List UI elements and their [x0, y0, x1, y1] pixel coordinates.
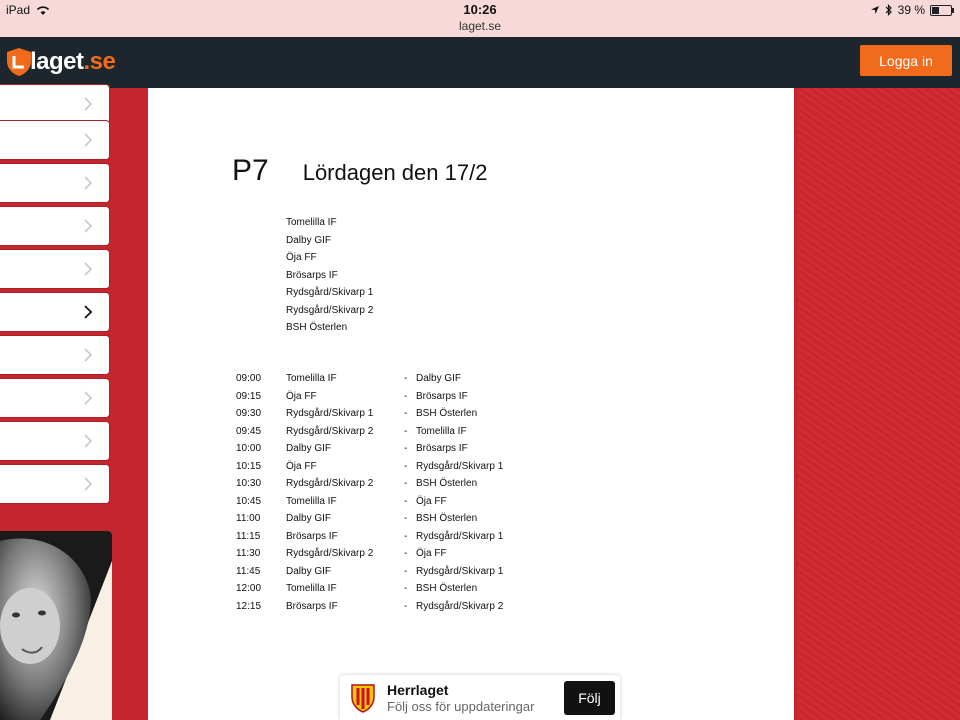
match-time: 12:15: [236, 600, 262, 612]
match-separator: -: [404, 548, 408, 559]
away-team: Brösarps IF: [416, 443, 468, 454]
team-list: [286, 214, 373, 337]
home-team: Öja FF: [286, 390, 317, 402]
match-separator: -: [404, 600, 408, 612]
logo-text: laget: [30, 48, 84, 75]
home-team: Öja FF: [286, 460, 317, 472]
home-team: Brösarps IF: [286, 530, 338, 542]
match-separator: -: [404, 390, 408, 402]
right-background: [798, 88, 960, 720]
team-entry: Brösarps IF: [286, 269, 338, 281]
home-team: Tomelilla IF: [286, 583, 337, 594]
match-row: [236, 493, 556, 511]
match-schedule: [236, 370, 556, 615]
battery-icon: [930, 5, 952, 16]
club-crest-icon: [350, 683, 376, 713]
away-team: BSH Österlen: [416, 408, 478, 419]
clock: 10:26: [463, 2, 497, 17]
home-team: Rydsgård/Skivarp 2: [286, 425, 374, 437]
match-time: 09:00: [236, 373, 262, 384]
match-row: [236, 580, 556, 598]
home-team: Tomelilla IF: [286, 495, 337, 507]
away-team: Rydsgård/Skivarp 1: [416, 565, 504, 577]
chevron-right-icon: [81, 132, 95, 148]
logo-tld: .se: [83, 48, 116, 75]
home-team: Rydsgård/Skivarp 2: [286, 478, 374, 489]
status-bar: [0, 0, 960, 37]
follow-banner: [340, 675, 620, 720]
home-team: Brösarps IF: [286, 600, 338, 612]
match-time: 09:30: [236, 408, 262, 419]
match-separator: -: [404, 495, 408, 507]
chevron-right-icon: [81, 347, 95, 363]
chevron-right-icon: [81, 476, 95, 492]
team-entry: Rydsgård/Skivarp 2: [286, 304, 374, 316]
match-row: [236, 528, 556, 546]
away-team: Öja FF: [416, 548, 447, 559]
away-team: Rydsgård/Skivarp 2: [416, 600, 504, 612]
match-separator: -: [404, 583, 408, 594]
away-team: Brösarps IF: [416, 390, 468, 402]
chevron-right-icon: [81, 218, 95, 234]
bluetooth-icon: [885, 4, 893, 16]
match-row: [236, 370, 556, 388]
logo-shield-icon: [6, 47, 32, 77]
chevron-right-icon: [81, 433, 95, 449]
match-separator: -: [404, 460, 408, 472]
match-time: 11:30: [236, 548, 261, 559]
location-arrow-icon: [870, 5, 880, 15]
sidebar-item-3[interactable]: [0, 163, 110, 203]
team-name: Herrlaget: [387, 682, 449, 698]
match-row: [236, 440, 556, 458]
home-team: Dalby GIF: [286, 565, 332, 577]
chevron-right-icon: [81, 304, 95, 320]
match-time: 09:15: [236, 390, 262, 402]
team-entry: Tomelilla IF: [286, 217, 337, 228]
sidebar-item-1[interactable]: [0, 84, 110, 124]
away-team: Dalby GIF: [416, 373, 462, 384]
match-row: [236, 510, 556, 528]
match-separator: -: [404, 565, 408, 577]
home-team: Rydsgård/Skivarp 2: [286, 548, 374, 559]
address-url[interactable]: laget.se: [458, 19, 502, 33]
away-team: BSH Österlen: [416, 478, 478, 489]
away-team: BSH Österlen: [416, 583, 478, 594]
match-time: 10:45: [236, 495, 262, 507]
match-separator: -: [404, 425, 408, 437]
match-separator: -: [404, 373, 408, 384]
sidebar-item-10[interactable]: [0, 464, 110, 504]
girl-portrait-photo: [0, 531, 112, 720]
login-button[interactable]: Logga in: [860, 45, 952, 76]
away-team: Öja FF: [416, 495, 447, 507]
sidebar-item-7[interactable]: [0, 335, 110, 375]
match-time: 11:00: [236, 513, 261, 524]
match-time: 11:15: [236, 530, 261, 542]
team-entry: Dalby GIF: [286, 234, 332, 246]
away-team: Rydsgård/Skivarp 1: [416, 530, 504, 542]
site-logo[interactable]: [6, 47, 115, 77]
team-entry: Rydsgård/Skivarp 1: [286, 287, 374, 298]
match-separator: -: [404, 443, 408, 454]
schedule-document: [148, 88, 794, 720]
group-code: P7: [232, 154, 269, 187]
team-entry: BSH Österlen: [286, 322, 348, 333]
sidebar-item-2[interactable]: [0, 120, 110, 160]
match-date: Lördagen den 17/2: [302, 160, 488, 185]
home-team: Tomelilla IF: [286, 373, 337, 384]
match-time: 11:45: [236, 565, 261, 577]
match-row: [236, 458, 556, 476]
match-time: 10:15: [236, 460, 262, 472]
sidebar-item-4[interactable]: [0, 206, 110, 246]
chevron-right-icon: [81, 390, 95, 406]
site-header: [0, 37, 960, 88]
sidebar-item-9[interactable]: [0, 421, 110, 461]
device-label: iPad: [6, 3, 31, 17]
profile-photo-card[interactable]: [0, 531, 112, 720]
match-time: 10:30: [236, 478, 262, 489]
match-row: [236, 598, 556, 616]
match-row: [236, 545, 556, 563]
follow-button[interactable]: Följ: [564, 681, 615, 715]
match-separator: -: [404, 530, 408, 542]
match-separator: -: [404, 408, 408, 419]
match-row: [236, 563, 556, 581]
away-team: Tomelilla IF: [416, 425, 467, 437]
home-team: Dalby GIF: [286, 513, 332, 524]
battery-percent: 39 %: [897, 3, 925, 17]
chevron-right-icon: [81, 175, 95, 191]
home-team: Rydsgård/Skivarp 1: [286, 408, 374, 419]
match-separator: -: [404, 513, 408, 524]
match-time: 09:45: [236, 425, 262, 437]
home-team: Dalby GIF: [286, 443, 332, 454]
sidebar-item-6-active[interactable]: [0, 292, 110, 332]
match-row: [236, 388, 556, 406]
match-row: [236, 475, 556, 493]
match-row: [236, 405, 556, 423]
match-time: 10:00: [236, 443, 262, 454]
chevron-right-icon: [81, 261, 95, 277]
away-team: Rydsgård/Skivarp 1: [416, 460, 504, 472]
match-time: 12:00: [236, 583, 262, 594]
sidebar-item-8[interactable]: [0, 378, 110, 418]
chevron-right-icon: [81, 96, 95, 112]
follow-subtitle: Följ oss för uppdateringar: [387, 699, 535, 714]
match-separator: -: [404, 478, 408, 489]
away-team: BSH Österlen: [416, 513, 478, 524]
document-heading: [232, 154, 487, 188]
battery-fill: [932, 7, 939, 14]
match-row: [236, 423, 556, 441]
sidebar-item-5[interactable]: [0, 249, 110, 289]
team-entry: Öja FF: [286, 252, 317, 263]
